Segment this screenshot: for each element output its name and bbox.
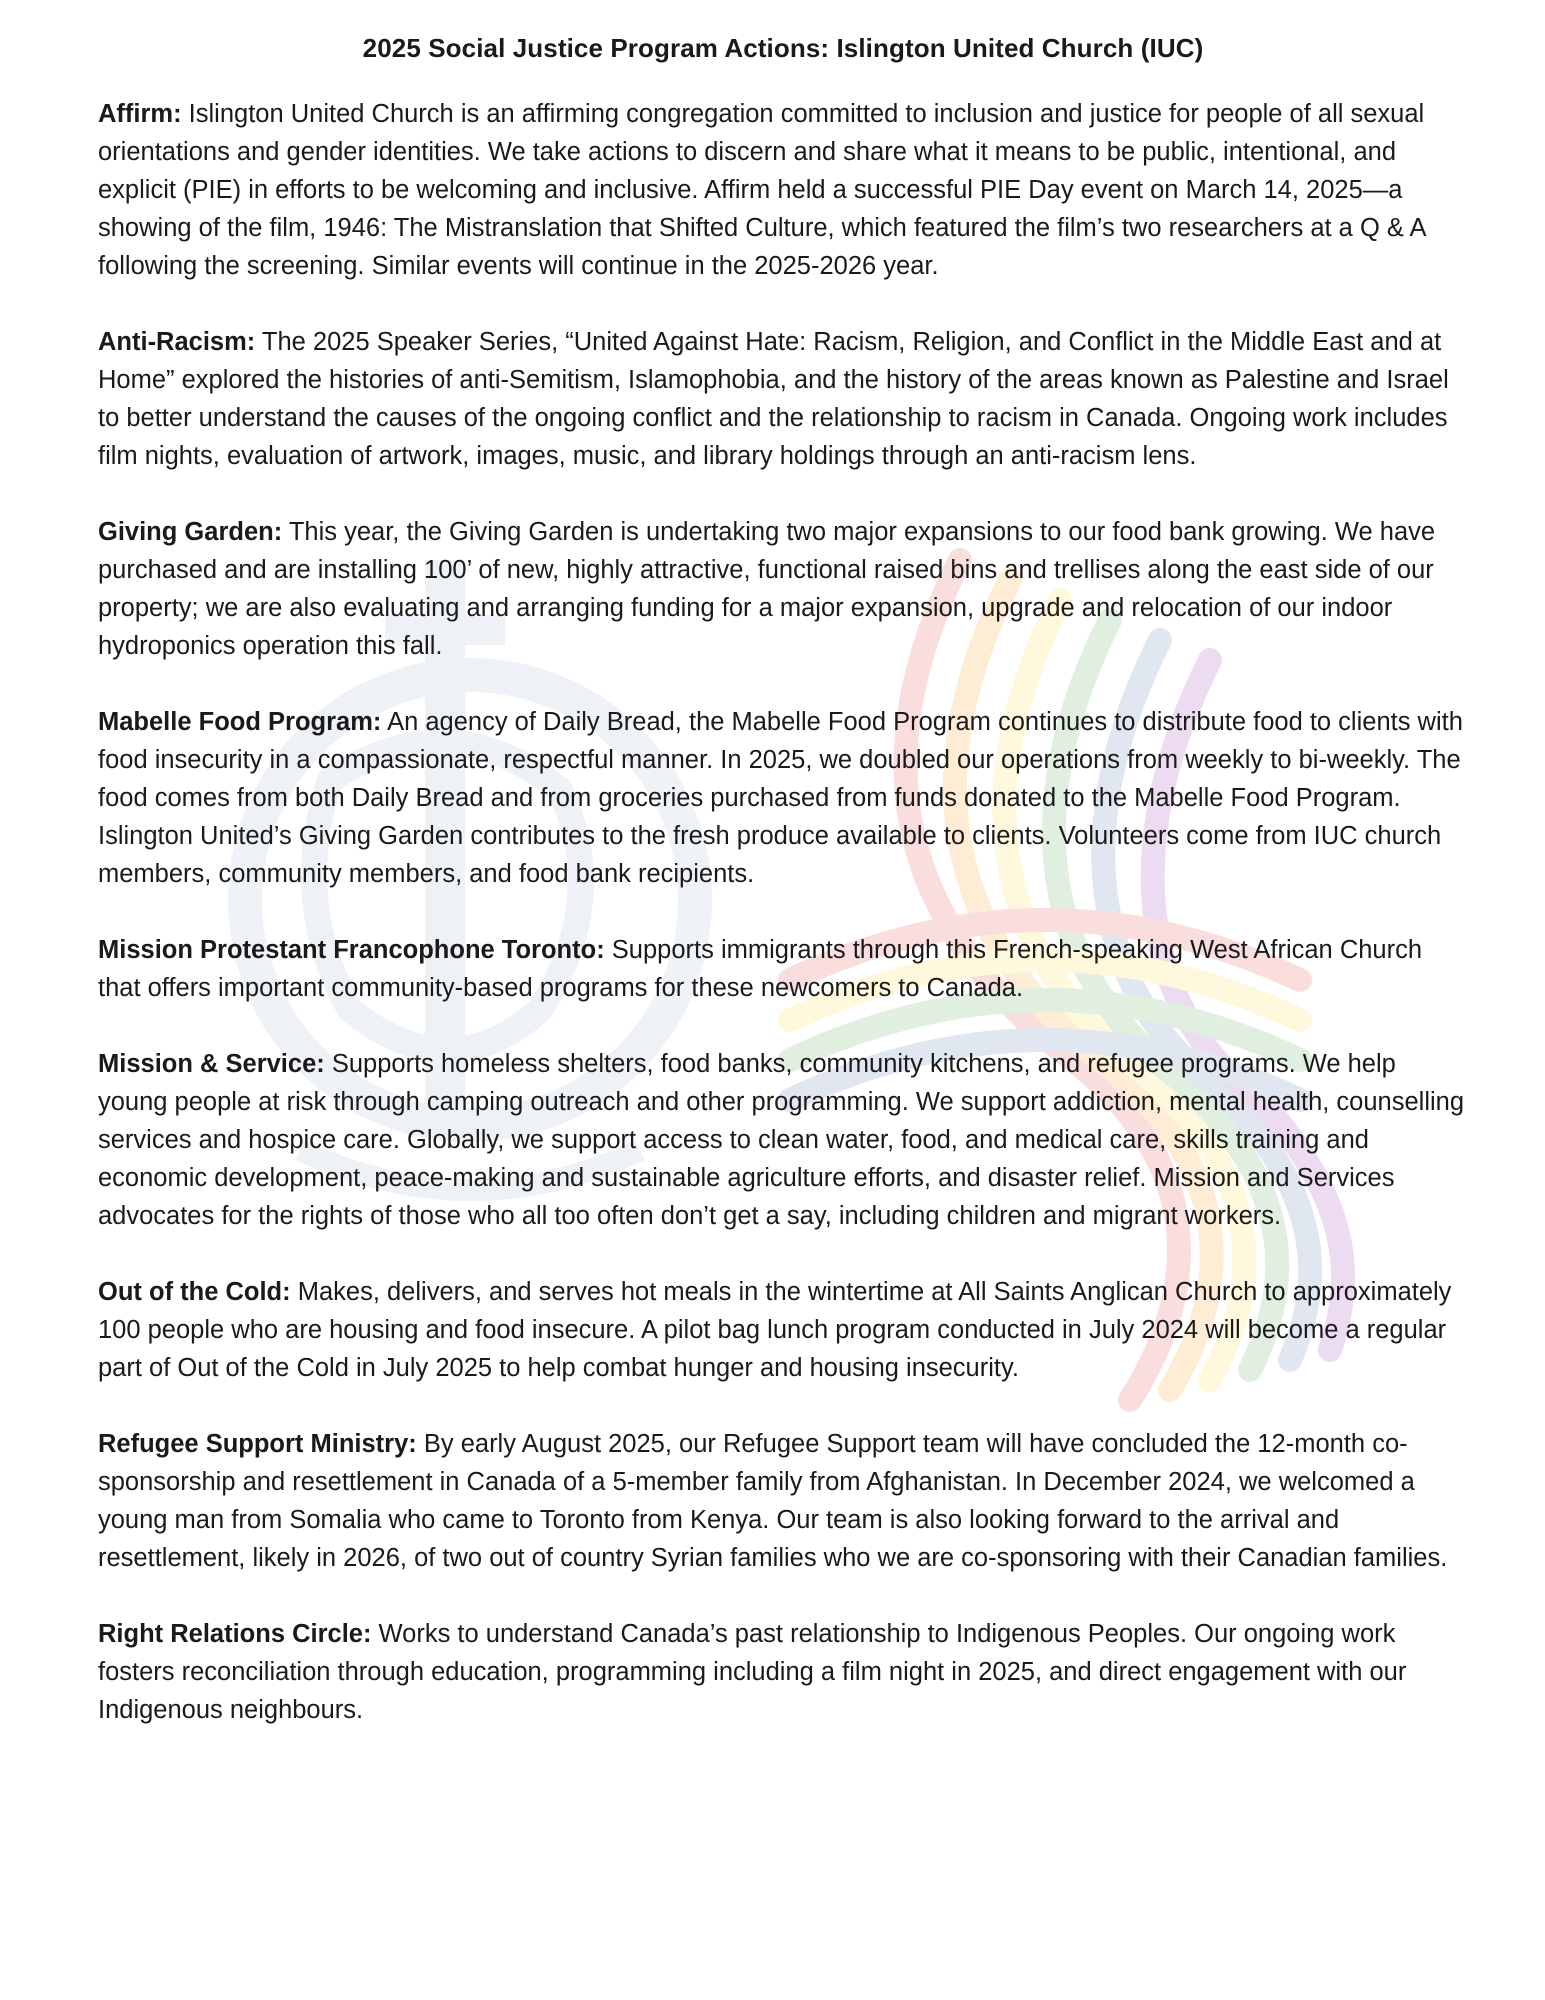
document-page [98,30,1468,1767]
section-label: Giving Garden: [98,518,283,546]
section-body: Works to understand Canada’s past relationship to Indigenous Peoples. Our ongoing work fosters reconciliation through education, programming including a film night in 2025, and direct engagement with our Indigenous neighbours. [98,1620,1407,1724]
section-label: Affirm: [98,100,182,128]
section-body: The 2025 Speaker Series, “United Against Hate: Racism, Religion, and Conflict in the Middle East and at Home” explored the histories of anti-Semitism, Islamophobia, and the history of the areas known as Palestine and Israel to better understand the causes of the ongoing conflict and the relationship to racism in Canada. Ongoing work includes film nights, evaluation of artwork, images, music, and library holdings through an anti-racism lens. [98,328,1449,470]
section-anti-racism [98,323,1468,475]
section-label: Out of the Cold: [98,1278,291,1306]
section-mabelle-food-program [98,703,1468,893]
section-body: By early August 2025, our Refugee Support team will have concluded the 12-month co-sponsorship and resettlement in Canada of a 5-member family from Afghanistan. In December 2024, we welcomed a young man from Somalia who came to Toronto from Kenya. Our team is also looking forward to the arrival and resettlement, likely in 2026, of two out of country Syrian families who we are co-sponsoring with their Canadian families. [98,1430,1448,1572]
section-giving-garden [98,513,1468,665]
section-label: Mabelle Food Program: [98,708,382,736]
section-refugee-support-ministry [98,1425,1468,1577]
document-title: 2025 Social Justice Program Actions: Islington United Church (IUC) [362,33,1204,63]
section-body: Islington United Church is an affirming congregation committed to inclusion and justice for people of all sexual orientations and gender identities. We take actions to discern and share what it means to be public, intentional, and explicit (PIE) in efforts to be welcoming and inclusive. Affirm held a successful PIE Day event on March 14, 2025—a showing of the film, 1946: The Mistranslation that Shifted Culture, which featured the film’s two researchers at a Q & A following the screening. Similar events will continue in the 2025-2026 year. [98,100,1426,280]
section-label: Anti-Racism: [98,328,256,356]
section-body: Supports immigrants through this French-speaking West African Church that offers important community-based programs for these newcomers to Canada. [98,936,1423,1002]
section-body: Makes, delivers, and serves hot meals in the wintertime at All Saints Anglican Church to approximately 100 people who are housing and food insecure. A pilot bag lunch program conducted in July 2024 will become a regular part of Out of the Cold in July 2025 to help combat hunger and housing insecurity. [98,1278,1452,1382]
section-body: Supports homeless shelters, food banks, community kitchens, and refugee programs. We help young people at risk through camping outreach and other programming. We support addiction, mental health, counselling services and hospice care. Globally, we support access to clean water, food, and medical care, skills training and economic development, peace-making and sustainable agriculture efforts, and disaster relief. Mission and Services advocates for the rights of those who all too often don’t get a say, including children and migrant workers. [98,1050,1465,1230]
section-body: This year, the Giving Garden is undertaking two major expansions to our food bank growing. We have purchased and are installing 100’ of new, highly attractive, functional raised bins and trellises along the east side of our property; we are also evaluating and arranging funding for a major expansion, upgrade and relocation of our indoor hydroponics operation this fall. [98,518,1436,660]
section-label: Mission Protestant Francophone Toronto: [98,936,605,964]
section-mission-and-service [98,1045,1468,1235]
section-label: Refugee Support Ministry: [98,1430,417,1458]
section-mission-protestant-francophone [98,931,1468,1007]
section-affirm [98,95,1468,285]
section-body: An agency of Daily Bread, the Mabelle Food Program continues to distribute food to clients with food insecurity in a compassionate, respectful manner. In 2025, we doubled our operations from weekly to bi-weekly. The food comes from both Daily Bread and from groceries purchased from funds donated to the Mabelle Food Program. Islington United’s Giving Garden contributes to the fresh produce available to clients. Volunteers come from IUC church members, community members, and food bank recipients. [98,708,1463,888]
section-label: Right Relations Circle: [98,1620,372,1648]
section-label: Mission & Service: [98,1050,325,1078]
section-right-relations-circle [98,1615,1468,1729]
section-out-of-the-cold [98,1273,1468,1387]
